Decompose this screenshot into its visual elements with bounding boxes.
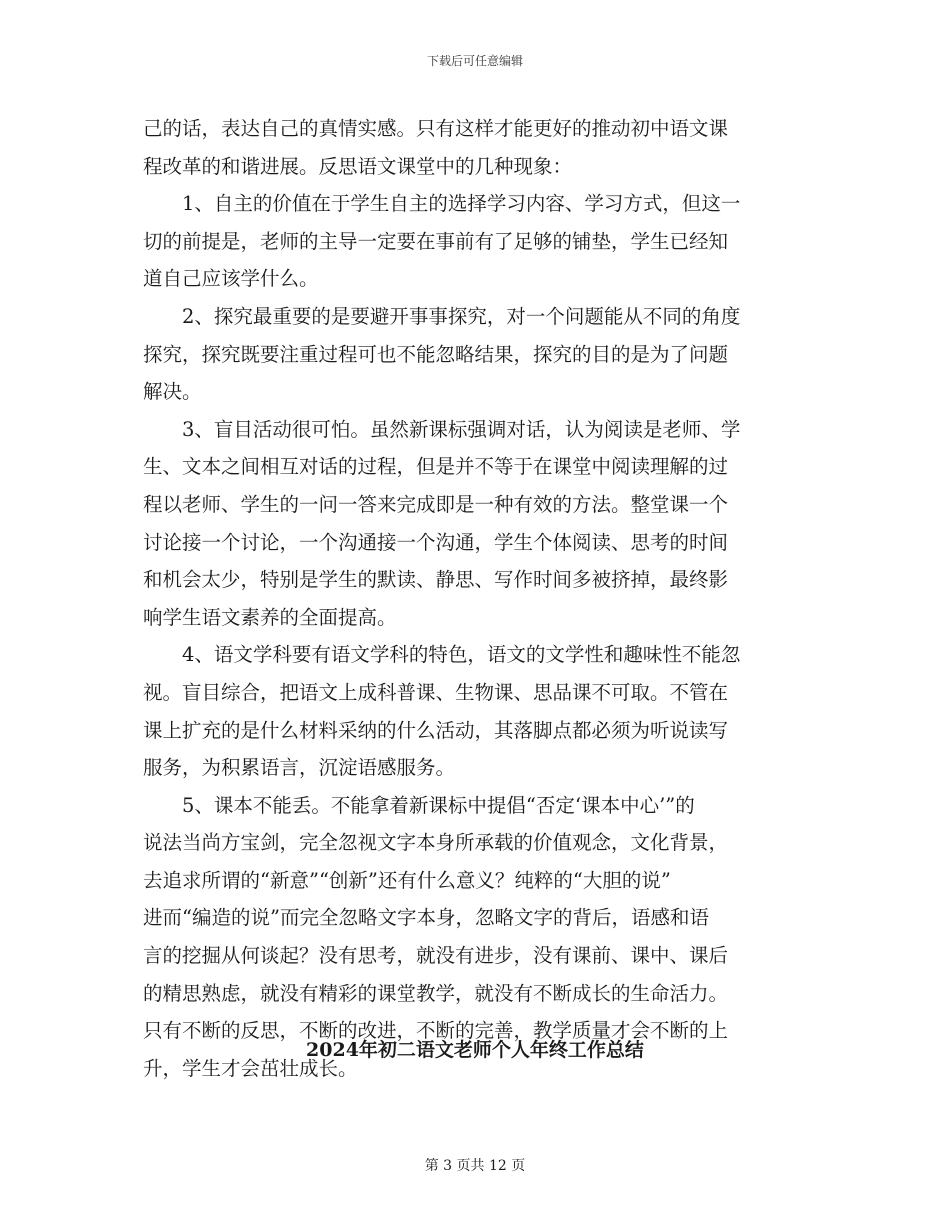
text-line: 进而“编造的说”而完全忽略文字本身，忽略文字的背后，语感和语 <box>143 906 709 930</box>
text-line: 和机会太少，特别是学生的默读、静思、写作时间多被挤掉，最终影 <box>143 568 729 592</box>
text-line: 课上扩充的是什么材料采纳的什么活动，其落脚点都必须为听说读写 <box>143 718 729 742</box>
text-line: 说法当尚方宝剑，完全忽视文字本身所承载的价值观念，文化背景， <box>143 831 729 855</box>
page-header: 下载后可任意编辑 <box>426 54 523 68</box>
text-line: 视。盲目综合，把语文上成科普课、生物课、思品课不可取。不管在 <box>143 680 729 704</box>
text-line: 升，学生才会茁壮成长。 <box>143 1056 358 1080</box>
text-line: 服务，为积累语言，沉淀语感服务。 <box>143 756 456 780</box>
text-line: 1、自主的价值在于学生自主的选择学习内容、学习方式，但这一 <box>143 192 741 216</box>
text-line: 只有不断的反思，不断的改进，不断的完善，教学质量才会不断的上 <box>143 1019 729 1043</box>
text-line: 程以老师、学生的一问一答来完成即是一种有效的方法。整堂课一个 <box>143 492 729 516</box>
text-line: 5、课本不能丢。不能拿着新课标中提倡“否定‘课本中心’”的 <box>143 793 695 817</box>
text-line: 生、文本之间相互对话的过程，但是并不等于在课堂中阅读理解的过 <box>143 455 729 479</box>
text-line: 3、盲目活动很可怕。虽然新课标强调对话，认为阅读是老师、学 <box>143 417 741 441</box>
text-line: 言的挖掘从何谈起？没有思考，就没有进步，没有课前、课中、课后 <box>143 944 729 968</box>
text-line: 2、探究最重要的是要避开事事探究，对一个问题能从不同的角度 <box>143 304 741 328</box>
text-line: 探究，探究既要注重过程可也不能忽略结果，探究的目的是为了问题 <box>143 342 729 366</box>
text-line: 切的前提是，老师的主导一定要在事前有了足够的铺垫，学生已经知 <box>143 229 729 253</box>
text-line: 程改革的和谐进展。反思语文课堂中的几种现象： <box>143 154 573 178</box>
text-line: 道自己应该学什么。 <box>143 267 319 291</box>
text-line: 响学生语文素养的全面提高。 <box>143 605 397 629</box>
section-title: 2024年初二语文老师个人年终工作总结 <box>306 1039 644 1061</box>
text-line: 去追求所谓的“新意”“创新”还有什么意义？纯粹的“大胆的说” <box>143 868 671 892</box>
text-line: 讨论接一个讨论，一个沟通接一个沟通，学生个体阅读、思考的时间 <box>143 530 729 554</box>
text-line: 己的话，表达自己的真情实感。只有这样才能更好的推动初中语文课 <box>143 117 729 140</box>
text-line: 4、语文学科要有语文学科的特色，语文的文学性和趣味性不能忽 <box>143 643 741 667</box>
page-footer: 第 3 页共 12 页 <box>424 1158 526 1174</box>
text-line: 的精思熟虑，就没有精彩的课堂教学，就没有不断成长的生命活力。 <box>143 981 729 1005</box>
body-text <box>143 110 807 1087</box>
text-line: 解决。 <box>143 380 202 404</box>
